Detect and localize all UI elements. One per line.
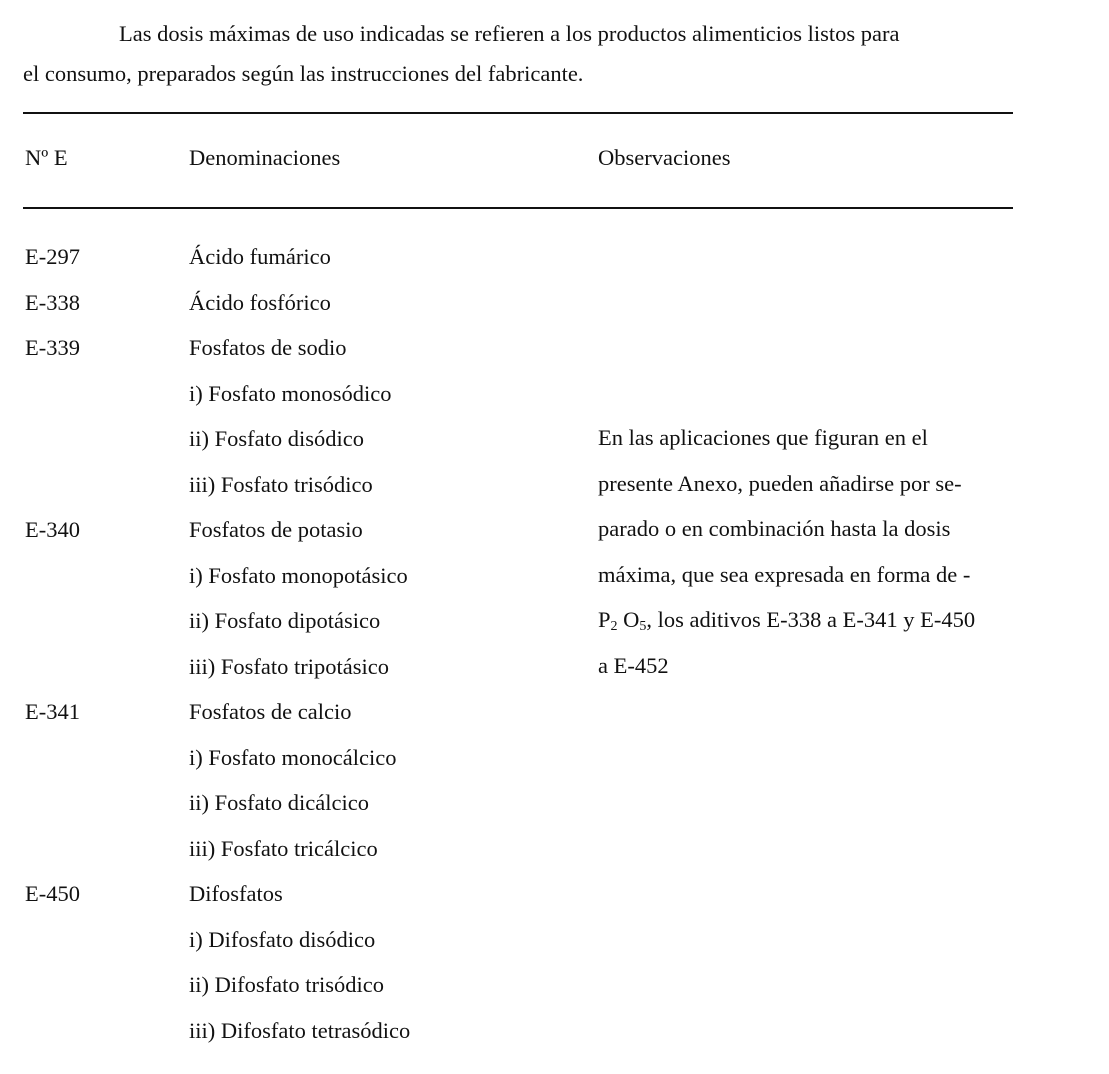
e-number: E-340 [25, 517, 80, 542]
observation-line-5 [598, 597, 1098, 643]
intro-paragraph [23, 14, 1108, 94]
table-row [0, 735, 1109, 781]
table-row [0, 234, 1109, 280]
table-row [0, 280, 1109, 326]
denomination: i) Fosfato monopotásico [189, 562, 408, 588]
denomination: Ácido fosfórico [189, 289, 331, 315]
denomination: i) Difosfato disódico [189, 926, 376, 952]
formula-subscript-5: 5 [639, 619, 647, 634]
header-number: Nº E [25, 145, 68, 170]
denomination: ii) Fosfato dipotásico [189, 608, 381, 633]
e-number: E-338 [25, 289, 80, 315]
observation-line-5-rest: , los aditivos E-338 a E-341 y E-450 [646, 607, 976, 632]
formula-subscript-2: 2 [610, 619, 618, 634]
denomination: Fosfatos de sodio [189, 335, 347, 360]
e-number: E-341 [25, 699, 80, 724]
table-top-rule [23, 112, 1013, 114]
formula-p: P [598, 607, 611, 632]
denomination: i) Fosfato monosódico [189, 380, 392, 406]
denomination: iii) Difosfato tetrasódico [189, 1017, 411, 1043]
table-row [0, 962, 1109, 1008]
table-header-rule [23, 207, 1013, 209]
denomination: ii) Difosfato trisódico [189, 972, 384, 997]
denomination: ii) Fosfato dicálcico [189, 790, 369, 815]
table-row [0, 871, 1109, 917]
observation-line-4: máxima, que sea expresada en forma de - [598, 561, 971, 587]
formula-o: O [617, 607, 640, 632]
table-row [0, 826, 1109, 872]
denomination: iii) Fosfato trisódico [189, 471, 373, 497]
denomination: ii) Fosfato disódico [189, 426, 364, 451]
e-number: E-297 [25, 244, 80, 269]
denomination: Ácido fumárico [189, 244, 331, 269]
observation-line-2: presente Anexo, pueden añadirse por se- [598, 470, 962, 496]
denomination: Fosfatos de potasio [189, 517, 363, 542]
denomination: iii) Fosfato tripotásico [189, 653, 389, 679]
table-row [0, 1008, 1109, 1054]
denomination: i) Fosfato monocálcico [189, 744, 397, 770]
denomination: Fosfatos de calcio [189, 699, 352, 724]
observation-line-3: parado o en combinación hasta la dosis [598, 516, 951, 541]
table-row [0, 917, 1109, 963]
table-row [0, 325, 1109, 371]
intro-line-2: el consumo, preparados según las instrucciones del fabricante. [23, 61, 584, 86]
observation-text [598, 415, 1098, 688]
denomination: Difosfatos [189, 881, 283, 906]
header-observations: Observaciones [598, 145, 731, 170]
header-denominations: Denominaciones [189, 145, 341, 170]
e-number: E-339 [25, 335, 80, 360]
observation-line-6: a E-452 [598, 652, 669, 678]
observation-line-1: En las aplicaciones que figuran en el [598, 425, 928, 450]
denomination: iii) Fosfato tricálcico [189, 835, 378, 861]
table-row [0, 780, 1109, 826]
table-row [0, 371, 1109, 417]
table-row [0, 689, 1109, 735]
intro-line-1: Las dosis máximas de uso indicadas se refieren a los productos alimenticios listos para [119, 21, 900, 46]
e-number: E-450 [25, 881, 80, 906]
